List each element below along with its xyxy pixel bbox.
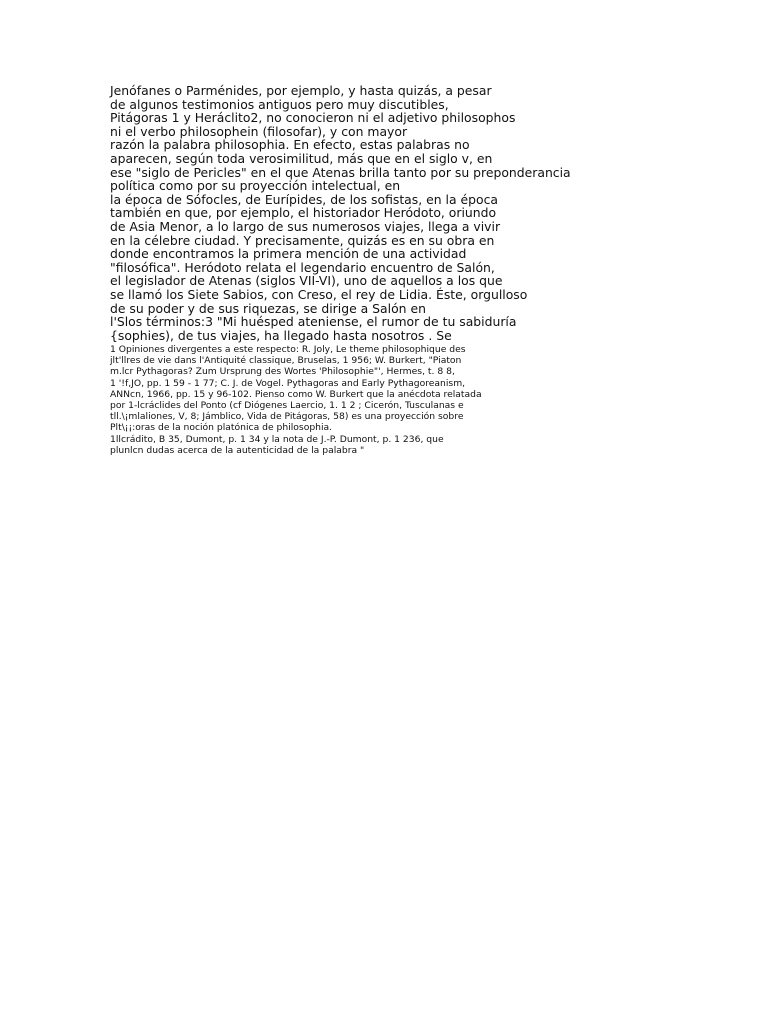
- body-line: de Asia Menor, a lo largo de sus numerosos viajes, llega a vivir: [110, 218, 501, 234]
- footnote-line: ANNcn, 1966, pp. 15 y 96-102. Pienso como W. Burkert que la anécdota relatada: [110, 388, 482, 400]
- footnote-line: 1llcrádito, B 35, Dumont, p. 1 34 y la nota de J.-P. Dumont, p. 1 236, que: [110, 433, 444, 445]
- body-line: Jenófanes o Parménides, por ejemplo, y hasta quizás, a pesar: [110, 83, 492, 98]
- footnote-line: Plt\¡¡:oras de la noción platónica de philosophia.: [110, 422, 333, 434]
- body-line: Pitágoras 1 y Heráclito2, no conocieron ni el adjetivo philosophos: [110, 110, 516, 126]
- body-line: aparecen, según toda verosimilitud, más que en el siglo v, en: [110, 150, 493, 166]
- body-line: razón la palabra philosophia. En efecto, estas palabras no: [110, 137, 470, 153]
- body-line: el legislador de Atenas (siglos VII-VI), uno de aquellos a los que: [110, 273, 503, 289]
- body-line: ni el verbo philosophein (filosofar), y con mayor: [110, 123, 408, 139]
- body-line: en la célebre ciudad. Y precisamente, quizás es en su obra en: [110, 232, 495, 248]
- body-line: l'Slos términos:3 "Mi huésped ateniense, el rumor de tu sabiduría: [110, 314, 517, 330]
- footnote-line: plunlcn dudas acerca de la autenticidad de la palabra ": [110, 444, 365, 456]
- body-line: {sophies), de tus viajes, ha llegado hasta nosotros . Se: [110, 327, 452, 343]
- body-line: de su poder y de sus riquezas, se dirige a Salón en: [110, 300, 426, 316]
- footnote-line: por 1-lcráclides del Ponto (cf Diógenes Laercio, 1. 1 2 ; Cicerón, Tusculanas e: [110, 400, 464, 412]
- body-line: la época de Sófocles, de Eurípides, de los sofistas, en la época: [110, 191, 498, 207]
- footnote-line: tll.\¡mlaliones, V, 8; Jámblico, Vida de Pitágoras, 58) es una proyección sobre: [110, 411, 464, 423]
- body-line: se llamó los Siete Sabios, con Creso, el rey de Lidia. Éste, orgulloso: [110, 286, 528, 302]
- footnote-line: jlt'llres de vie dans l'Antiquité classique, Bruselas, 1 956; W. Burkert, "Piaton: [110, 355, 462, 367]
- footnote-line: m.lcr Pythagoras? Zum Ursprung des Wortes 'Philosophie"', Hermes, t. 8 8,: [110, 366, 455, 378]
- body-line: donde encontramos la primera mención de una actividad: [110, 246, 467, 262]
- body-line: de algunos testimonios antiguos pero muy discutibles,: [110, 96, 449, 112]
- footnote-line: 1 Opiniones divergentes a este respecto: R. Joly, Le theme philosophique des: [110, 344, 466, 355]
- body-line: "filosófica". Heródoto relata el legendario encuentro de Salón,: [110, 259, 495, 275]
- body-line: política como por su proyección intelectual, en: [110, 178, 401, 194]
- body-line: ese "siglo de Pericles" en el que Atenas brilla tanto por su preponderancia: [110, 164, 571, 180]
- body-text: [110, 84, 760, 342]
- footnotes: [110, 344, 760, 456]
- footnote-line: 1 '!f,JO, pp. 1 59 - 1 77; C. J. de Vogel. Pythagoras and Early Pythagoreanism,: [110, 377, 466, 389]
- body-line: también en que, por ejemplo, el historiador Heródoto, oriundo: [110, 205, 497, 221]
